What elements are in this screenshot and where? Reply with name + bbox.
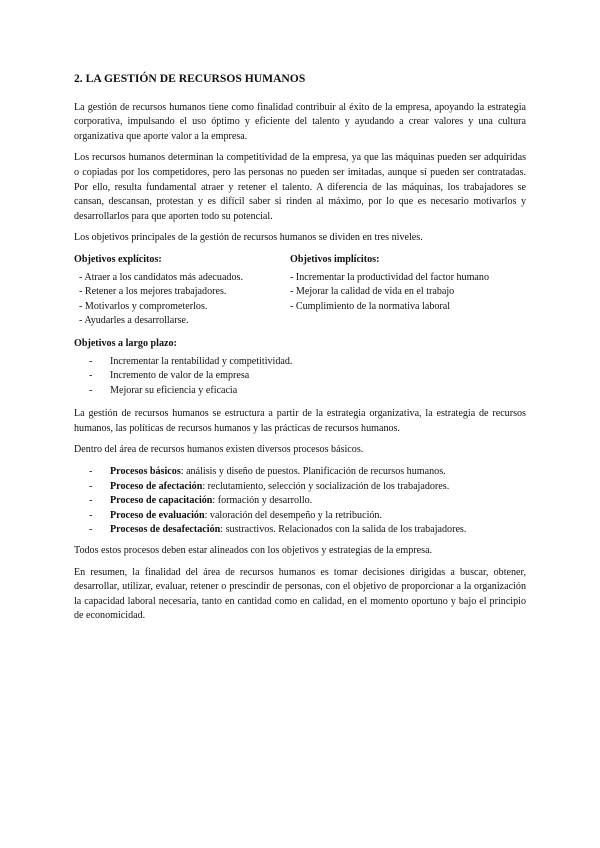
process-description: : reclutamiento, selección y socialización de los trabajadores. (202, 480, 450, 492)
list-item: - Incrementar la productividad del factor humano (290, 271, 526, 286)
explicit-objectives-heading: Objetivos explícitos: (74, 253, 162, 265)
list-item: - Incrementar la rentabilidad y competitividad. (74, 355, 526, 370)
list-item: - Mejorar la calidad de vida en el trabajo (290, 285, 526, 300)
process-name: Proceso de capacitación (110, 495, 213, 507)
list-item: - Atraer a los candidatos más adecuados. (79, 271, 290, 286)
explicit-objectives (74, 253, 290, 335)
paragraph-structure: La gestión de recursos humanos se estructura a partir de la estrategia organizativa, la estrategia de recursos humanos, las políticas de recursos humanos y las prácticas de recursos humanos. (74, 408, 526, 434)
explicit-objectives-list (74, 271, 290, 329)
list-item: - Retener a los mejores trabajadores. (79, 285, 290, 300)
paragraph-competitiveness: Los recursos humanos determinan la competitividad de la empresa, ya que las máquinas pueden ser adquiridas o copiadas por los competidores, pero las personas no pueden ser imitadas, aunque sí pueden ser contratadas. Por ello, resulta fundamental atraer y retener el talento. A diferencia de las máquinas, los trabajadores se cansan, descansan, protestan y es difícil saber si rinden al máximo, por lo que es necesario motivarlos y desarrollarlos para que aporten todo su potencial. (74, 152, 526, 222)
paragraph-intro: La gestión de recursos humanos tiene como finalidad contribuir al éxito de la empresa, apoyando la estrategia corporativa, impulsando el uso óptimo y eficiente del talento y ayudando a crear valores y una cultura organizativa que aporte valor a la empresa. (74, 101, 526, 142)
process-item (74, 523, 526, 538)
longterm-objectives-heading: Objetivos a largo plazo: (74, 337, 177, 349)
list-item: - Incremento de valor de la empresa (74, 369, 526, 384)
paragraph-summary: En resumen, la finalidad del área de recursos humanos es tomar decisiones dirigidas a buscar, obtener, desarrollar, utilizar, evaluar, retener o prescindir de personas, con el objetivo de proporcionar a la organización la capacidad laboral necesaria, tanto en cantidad como en calidad, en el momento oportuno y bajo el principio de economicidad. (74, 566, 526, 622)
process-description: : formación y desarrollo. (212, 495, 313, 507)
implicit-objectives-list (290, 271, 526, 315)
objectives-columns (74, 253, 526, 335)
process-name: Proceso de evaluación (110, 509, 205, 521)
processes-list (74, 465, 526, 538)
longterm-objectives-list (74, 355, 526, 399)
process-name: Procesos básicos (110, 466, 181, 478)
section-title: 2. LA GESTIÓN DE RECURSOS HUMANOS (74, 72, 306, 85)
paragraph-alignment: Todos estos procesos deben estar alineados con los objetivos y estrategias de la empresa. (74, 545, 433, 557)
document-page (74, 72, 526, 631)
list-item: - Ayudarles a desarrollarse. (79, 314, 290, 329)
implicit-objectives (290, 253, 526, 335)
process-description: : sustractivos. Relacionados con la salida de los trabajadores. (220, 524, 467, 536)
implicit-objectives-heading: Objetivos implícitos: (290, 253, 380, 265)
process-item (74, 509, 526, 524)
process-item (74, 465, 526, 480)
paragraph-processes-intro: Dentro del área de recursos humanos existen diversos procesos básicos. (74, 444, 364, 456)
process-name: Procesos de desafectación (110, 524, 221, 536)
paragraph-objectives-intro: Los objetivos principales de la gestión de recursos humanos se dividen en tres niveles. (74, 232, 423, 244)
process-item (74, 480, 526, 495)
list-item: - Motivarlos y comprometerlos. (79, 300, 290, 315)
process-description: : análisis y diseño de puestos. Planificación de recursos humanos. (180, 466, 446, 478)
process-name: Proceso de afectación (110, 480, 203, 492)
list-item: - Cumplimiento de la normativa laboral (290, 300, 526, 315)
process-item (74, 494, 526, 509)
process-description: : valoración del desempeño y la retribución. (204, 509, 382, 521)
list-item: - Mejorar su eficiencia y eficacia (74, 384, 526, 399)
